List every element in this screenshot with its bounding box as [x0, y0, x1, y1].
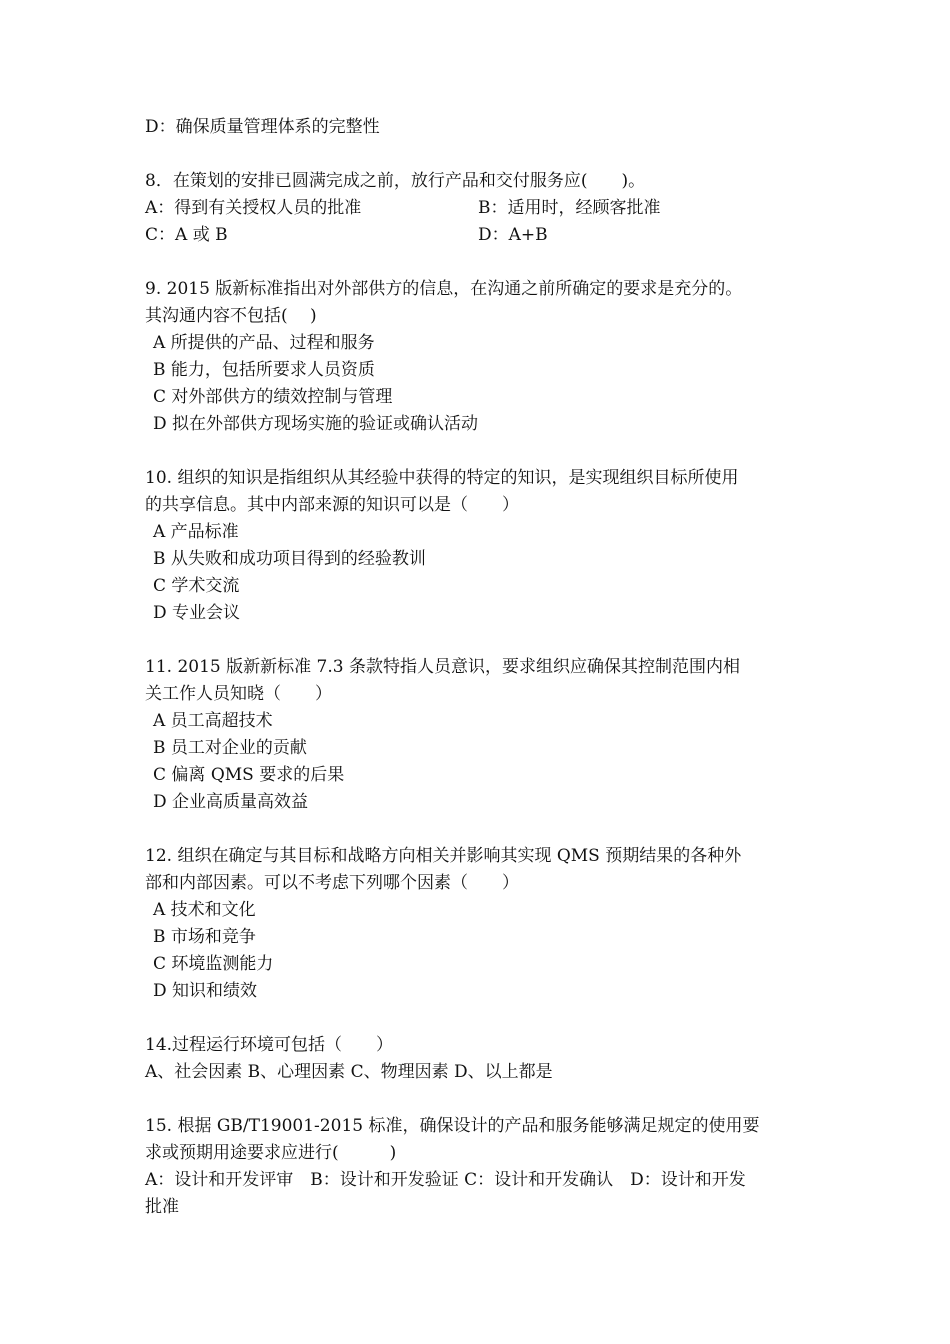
q15-options-line-1: A：设计和开发评审 B：设计和开发验证 C：设计和开发确认 D：设计和开发 — [145, 1170, 746, 1190]
q8-option-c: C：A 或 B — [145, 225, 228, 245]
q8-option-a: A：得到有关授权人员的批准 — [145, 198, 362, 218]
q12-option-a: A 技术和文化 — [153, 900, 256, 920]
q10-option-c: C 学术交流 — [153, 576, 240, 596]
q12-stem-line-2: 部和内部因素。可以不考虑下列哪个因素（ ） — [145, 873, 519, 893]
q15-stem-line-2: 求或预期用途要求应进行( ) — [145, 1143, 397, 1163]
q9-option-c: C 对外部供方的绩效控制与管理 — [153, 387, 393, 407]
spacer — [145, 816, 815, 843]
spacer — [145, 627, 815, 654]
q15-stem-line-1: 15. 根据 GB/T19001-2015 标准，确保设计的产品和服务能够满足规定的使用要 — [145, 1116, 760, 1136]
q8-options-row-2 — [145, 222, 815, 249]
q12-option-d: D 知识和绩效 — [153, 981, 258, 1001]
document-page — [145, 114, 815, 1221]
spacer — [145, 438, 815, 465]
q8-options-row-1 — [145, 195, 815, 222]
q11-option-c: C 偏离 QMS 要求的后果 — [153, 765, 345, 785]
q12-option-b: B 市场和竞争 — [153, 927, 256, 947]
q10-option-d: D 专业会议 — [153, 603, 241, 623]
q14-stem: 14.过程运行环境可包括（ ） — [145, 1035, 394, 1055]
q9-stem-line-1: 9. 2015 版新标准指出对外部供方的信息，在沟通之前所确定的要求是充分的。 — [145, 279, 743, 299]
q8-stem: 8．在策划的安排已圆满完成之前，放行产品和交付服务应( )。 — [145, 171, 646, 191]
q14-options: A、社会因素 B、心理因素 C、物理因素 D、以上都是 — [145, 1062, 553, 1082]
q11-option-d: D 企业高质量高效益 — [153, 792, 309, 812]
q10-stem-line-2: 的共享信息。其中内部来源的知识可以是（ ） — [145, 495, 519, 515]
q9-option-b: B 能力，包括所要求人员资质 — [153, 360, 375, 380]
q9-option-a: A 所提供的产品、过程和服务 — [153, 333, 375, 353]
q10-option-a: A 产品标准 — [153, 522, 239, 542]
q10-stem-line-1: 10. 组织的知识是指组织从其经验中获得的特定的知识，是实现组织目标所使用 — [145, 468, 739, 488]
spacer — [145, 1086, 815, 1113]
q11-option-a: A 员工高超技术 — [153, 711, 273, 731]
q11-stem-line-1: 11. 2015 版新新标准 7.3 条款特指人员意识，要求组织应确保其控制范围内相 — [145, 657, 740, 677]
spacer — [145, 1005, 815, 1032]
q11-stem-line-2: 关工作人员知晓（ ） — [145, 684, 332, 704]
q9-stem-line-2: 其沟通内容不包括( ) — [145, 306, 317, 326]
q8-option-b: B：适用时，经顾客批准 — [478, 198, 661, 218]
spacer — [145, 141, 815, 168]
q9-option-d: D 拟在外部供方现场实施的验证或确认活动 — [153, 414, 479, 434]
q8-option-d: D：A+B — [478, 225, 548, 245]
q12-option-c: C 环境监测能力 — [153, 954, 274, 974]
q10-option-b: B 从失败和成功项目得到的经验教训 — [153, 549, 426, 569]
q11-option-b: B 员工对企业的贡献 — [153, 738, 307, 758]
q7-option-d: D：确保质量管理体系的完整性 — [145, 117, 380, 137]
q12-stem-line-1: 12. 组织在确定与其目标和战略方向相关并影响其实现 QMS 预期结果的各种外 — [145, 846, 742, 866]
spacer — [145, 249, 815, 276]
q15-options-line-2: 批准 — [145, 1197, 179, 1217]
